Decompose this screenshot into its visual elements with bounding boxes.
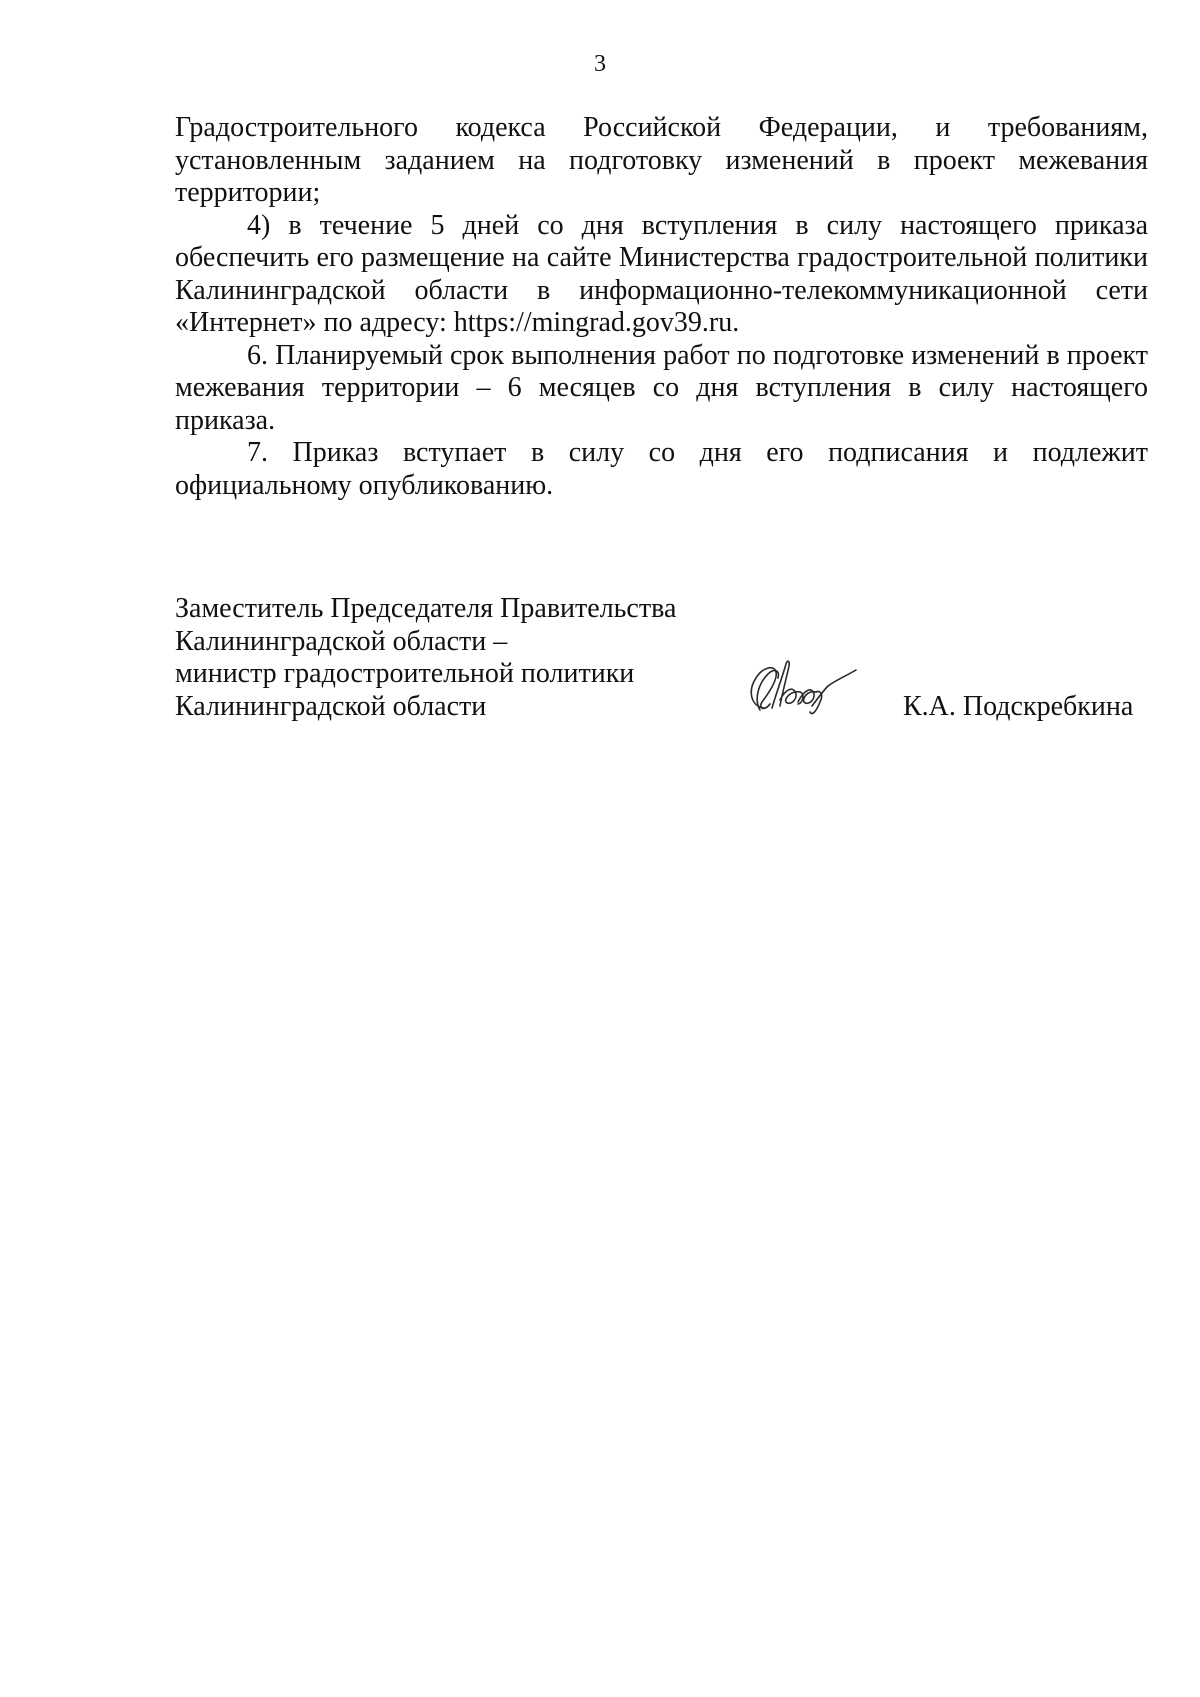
signer-position-line: Калининградской области [175,690,487,722]
page-number: 3 [594,51,606,77]
paragraph-continuation: Градостроительного кодекса Российской Федерации, и требованиям, установленным заданием на подготовку изменений в проект межевания территории; [175,112,1148,208]
signer-position-line: Заместитель Председателя Правительства [175,593,677,624]
paragraph-item-4: 4) в течение 5 дней со дня вступления в силу настоящего приказа обеспечить его размещение на сайте Министерства градостроительной политики Калининградской области в информационно-телекоммуникационной сети «Интернет» по адресу: https://mingrad.gov39.ru. [175,209,1148,338]
handwritten-signature-icon [742,650,862,726]
document-body [175,112,1148,502]
paragraph-item-6: 6. Планируемый срок выполнения работ по подготовке изменений в проект межевания территории – 6 месяцев со дня вступления в силу настоящего приказа. [175,339,1148,436]
signer-position-line: министр градостроительной политики [175,658,635,689]
signer-position-line: Калининградской области – [175,625,508,657]
paragraph-item-7: 7. Приказ вступает в силу со дня его подписания и подлежит официальному опубликованию. [175,437,1148,501]
signer-name: К.А. Подскребкина [903,691,1134,722]
signature-block [175,593,676,723]
